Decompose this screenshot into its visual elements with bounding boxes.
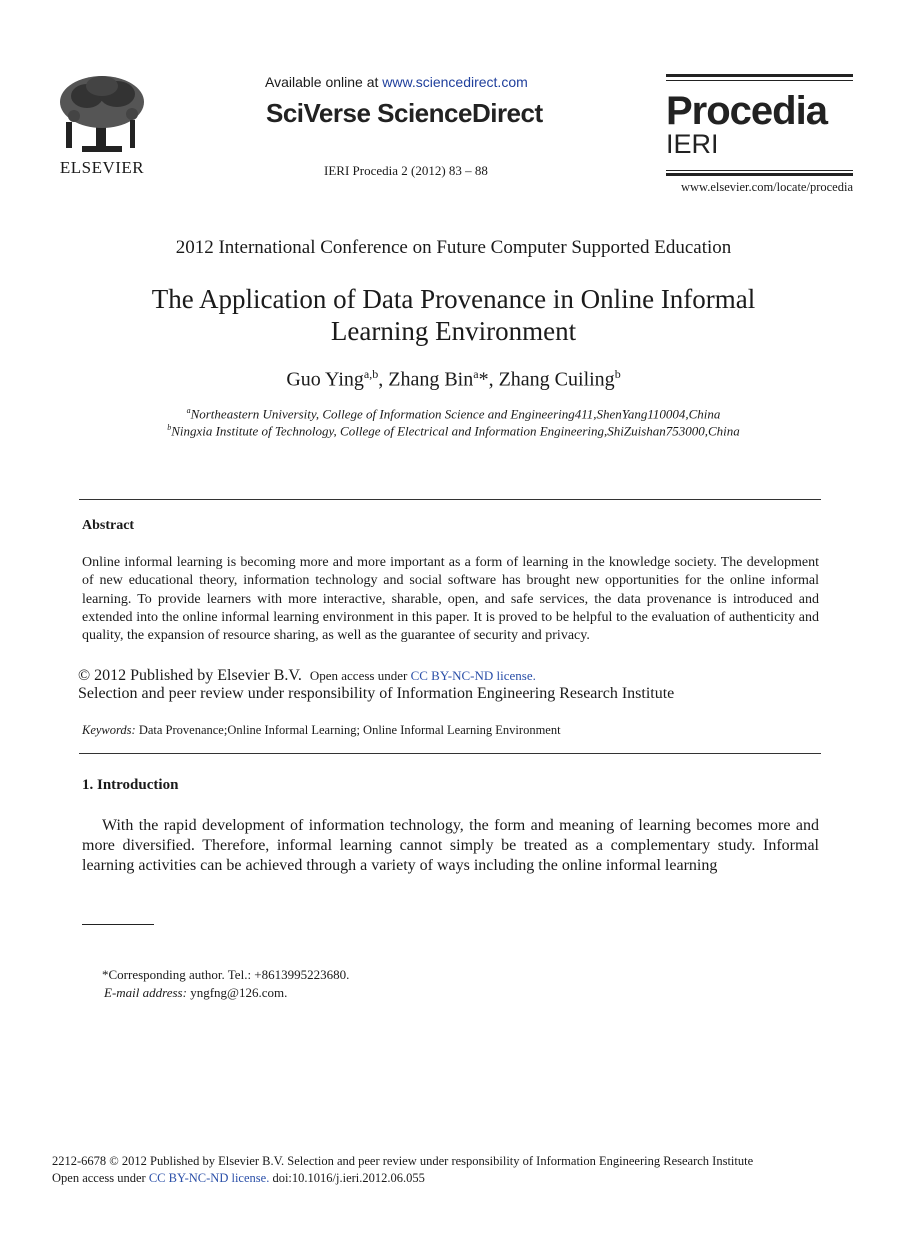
copyright-line bbox=[78, 667, 536, 685]
keywords-text: Data Provenance;Online Informal Learning; Online Informal Learning Environment bbox=[135, 723, 561, 737]
section-heading-introduction: 1. Introduction bbox=[82, 777, 179, 793]
footer-doi[interactable]: doi:10.1016/j.ieri.2012.06.055 bbox=[269, 1171, 425, 1185]
procedia-rule-top-thin bbox=[666, 80, 853, 81]
procedia-subtitle: IERI bbox=[666, 129, 719, 159]
email-address[interactable]: yngfng@126.com. bbox=[186, 985, 288, 1000]
author-name: Zhang Bin bbox=[388, 368, 474, 391]
abstract-heading: Abstract bbox=[82, 518, 135, 533]
author-affil-marker: b bbox=[614, 367, 621, 381]
procedia-title: Procedia bbox=[666, 89, 827, 133]
abstract-body: Online informal learning is becoming more and more important as a form of learning in the knowledge society. The development of new educational theory, information technology and social software has brought new opportunities for the online informal learning. To provide learners with more interactive, sharable, open, and safe services, the data provenance is introduced and extended into the online informal learning environment in this paper. It is proved to be helpful to the evaluation of authenticity and quality, the expansion of resource sharing, as well as the guarantee of security and privacy. bbox=[82, 555, 819, 644]
affiliation-a bbox=[0, 406, 907, 422]
affiliation-marker: a bbox=[186, 406, 191, 415]
affiliation-text: Northeastern University, College of Information Science and Engineering411,ShenYang110004,China bbox=[190, 406, 721, 422]
keywords-line bbox=[82, 723, 561, 738]
author-separator: , bbox=[488, 368, 499, 391]
author-affil-marker: a bbox=[473, 367, 479, 381]
affiliation-marker: b bbox=[167, 423, 172, 432]
available-online-line bbox=[265, 74, 528, 90]
divider-bottom bbox=[79, 753, 821, 754]
license-link[interactable]: CC BY-NC-ND license. bbox=[410, 668, 536, 683]
author-separator: , bbox=[378, 368, 389, 391]
conference-name: 2012 International Conference on Future Computer Supported Education bbox=[175, 237, 732, 258]
journal-reference: IERI Procedia 2 (2012) 83 – 88 bbox=[324, 163, 488, 178]
keywords-label: Keywords: bbox=[82, 723, 136, 737]
paper-title bbox=[0, 283, 907, 347]
footnote-rule bbox=[82, 924, 154, 925]
footer-open-access: Open access under bbox=[52, 1171, 149, 1185]
divider-top bbox=[79, 499, 821, 500]
elsevier-wordmark: ELSEVIER bbox=[59, 158, 145, 177]
author-affil-marker: a,b bbox=[363, 367, 379, 381]
open-access-text: Open access under bbox=[309, 668, 411, 683]
author-name: Zhang Cuiling bbox=[498, 368, 615, 391]
footer-license-line bbox=[52, 1171, 425, 1186]
introduction-body: With the rapid development of information technology, the form and meaning of learning becomes more and more diversified. Therefore, informal learning cannot simply be treated as a complementary study. Informal learning activities can be achieved through a variety of ways including the online informal learning bbox=[82, 817, 819, 874]
paper-title-line-2: Learning Environment bbox=[330, 316, 577, 346]
procedia-logo bbox=[666, 74, 853, 176]
corresponding-mark: * bbox=[478, 368, 489, 391]
sciverse-sciencedirect-logo: SciVerse ScienceDirect bbox=[266, 98, 543, 128]
affiliation-b bbox=[0, 423, 907, 439]
paper-title-line-1: The Application of Data Provenance in Online Informal bbox=[151, 284, 756, 314]
author-list bbox=[0, 367, 907, 392]
procedia-rule-bottom bbox=[666, 170, 853, 171]
peer-review-statement: Selection and peer review under responsibility of Information Engineering Research Institute bbox=[78, 685, 675, 702]
affiliation-text: Ningxia Institute of Technology, College of Electrical and Information Engineering,ShiZuishan753000,China bbox=[171, 423, 740, 439]
email-label: E-mail address: bbox=[104, 985, 187, 1000]
sciencedirect-link[interactable]: www.sciencedirect.com bbox=[382, 74, 528, 90]
copyright-text: © 2012 Published by Elsevier B.V. bbox=[78, 667, 302, 684]
footer-license-link[interactable]: CC BY-NC-ND license. bbox=[148, 1171, 270, 1185]
footnote-email bbox=[104, 985, 287, 1001]
footnote-corresponding-author: *Corresponding author. Tel.: +8613995223680. bbox=[102, 967, 350, 982]
available-prefix: Available online at bbox=[265, 74, 383, 90]
elsevier-tree-icon bbox=[52, 72, 152, 158]
journal-url[interactable]: www.elsevier.com/locate/procedia bbox=[680, 180, 853, 194]
footer-issn-line: 2212-6678 © 2012 Published by Elsevier B.V. Selection and peer review under responsibility of Information Engineering Research Institute bbox=[52, 1154, 754, 1168]
procedia-rule-bottom-thick bbox=[666, 173, 853, 176]
author-name: Guo Ying bbox=[286, 368, 364, 391]
procedia-rule-top bbox=[666, 74, 853, 77]
